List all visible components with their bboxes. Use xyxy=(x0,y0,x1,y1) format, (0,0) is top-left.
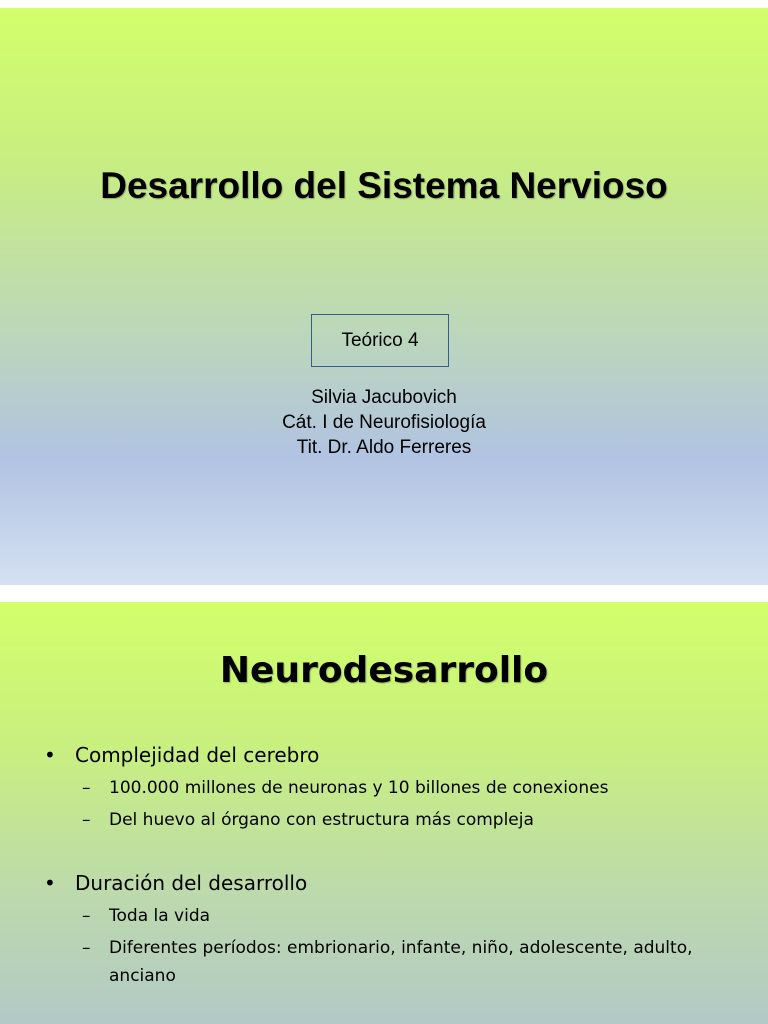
sub-bullet-list xyxy=(44,774,734,834)
sub-bullet-dash: – xyxy=(82,906,91,926)
bullet-item xyxy=(44,868,734,898)
author-department: Cát. I de Neurofisiología xyxy=(282,412,486,433)
sub-bullet-dash: – xyxy=(82,938,91,958)
sub-bullet-list xyxy=(44,902,734,990)
bullet-dot: • xyxy=(44,871,56,895)
sub-bullet-item xyxy=(44,806,734,834)
lecture-number-label: Teórico 4 xyxy=(341,329,419,351)
sub-bullet-text: Del huevo al órgano con estructura más compleja xyxy=(109,810,534,830)
sub-bullet-item xyxy=(44,902,734,930)
bullet-item xyxy=(44,740,734,770)
bullet-text: Duración del desarrollo xyxy=(75,871,308,895)
bullet-text: Complejidad del cerebro xyxy=(75,743,320,767)
author-block xyxy=(0,385,768,460)
sub-bullet-item xyxy=(44,934,734,990)
sub-bullet-text: Toda la vida xyxy=(109,906,211,926)
sub-bullet-dash: – xyxy=(82,810,91,830)
presentation-title: Desarrollo del Sistema Nervioso xyxy=(100,165,668,206)
author-name: Silvia Jacubovich xyxy=(311,387,457,408)
lecture-number-box xyxy=(311,314,449,367)
title-slide xyxy=(0,8,768,585)
bullet-list xyxy=(44,740,734,994)
content-slide xyxy=(0,602,768,1024)
sub-bullet-text: 100.000 millones de neuronas y 10 billones de conexiones xyxy=(109,778,609,798)
sub-bullet-item xyxy=(44,774,734,802)
sub-bullet-text: Diferentes períodos: embrionario, infante, niño, adolescente, adulto, anciano xyxy=(109,938,693,986)
author-chair: Tit. Dr. Aldo Ferreres xyxy=(296,437,472,458)
slide-title: Neurodesarrollo xyxy=(219,650,549,691)
bullet-dot: • xyxy=(44,743,56,767)
sub-bullet-dash: – xyxy=(82,778,91,798)
